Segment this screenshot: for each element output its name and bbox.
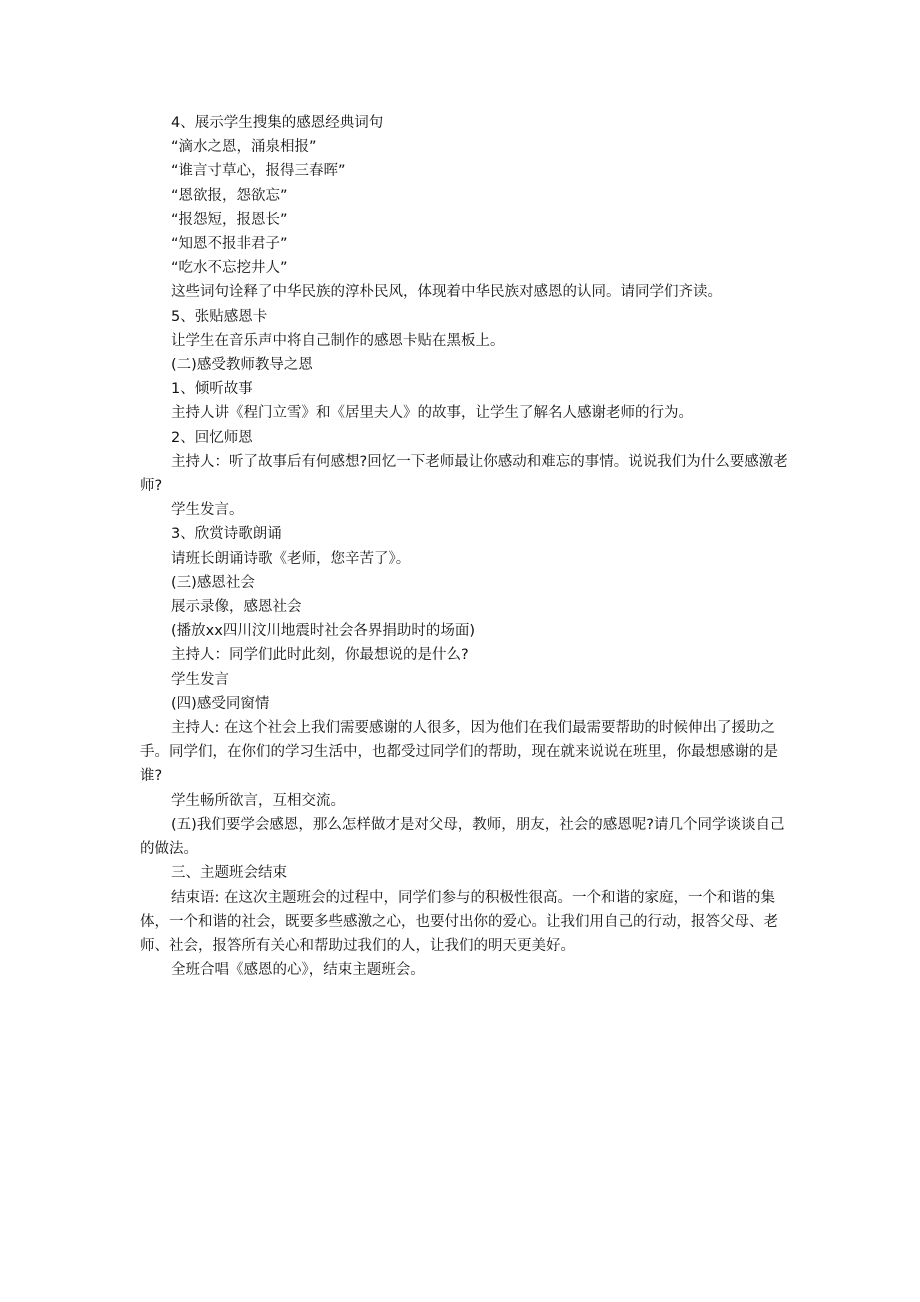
paragraph: 请班长朗诵诗歌《老师，您辛苦了》。 bbox=[171, 550, 411, 567]
paragraph-step-2-heading: 2、回忆师恩 bbox=[171, 429, 253, 446]
quote-line: “谁言寸草心，报得三春晖” bbox=[171, 163, 346, 180]
section-heading-5: (五)我们要学会感恩，那么怎样做才是对父母，教师，朋友，社会的感恩呢?请几个同学谈谈自己的做法。 bbox=[140, 816, 785, 858]
quote-line: “恩欲报，怨欲忘” bbox=[171, 187, 288, 204]
quote-line: “滴水之恩，涌泉相报” bbox=[171, 139, 317, 156]
paragraph-step-4-heading: 4、展示学生搜集的感恩经典词句 bbox=[171, 115, 384, 131]
paragraph: 主持人：同学们此时此刻，你最想说的是什么? bbox=[171, 647, 469, 664]
quote-line: “吃水不忘挖井人” bbox=[171, 260, 288, 277]
section-heading-2: (二)感受教师教导之恩 bbox=[171, 357, 313, 374]
section-heading-part-3: 三、主题班会结束 bbox=[171, 865, 287, 882]
paragraph: 主持人讲《程门立雪》和《居里夫人》的故事，让学生了解名人感谢老师的行为。 bbox=[171, 405, 693, 422]
document-body bbox=[140, 111, 795, 982]
paragraph-step-5-heading: 5、张贴感恩卡 bbox=[171, 308, 268, 325]
paragraph: 展示录像，感恩社会 bbox=[171, 599, 302, 616]
paragraph: (播放xx四川汶川地震时社会各界捐助时的场面) bbox=[171, 623, 475, 640]
paragraph: 主持人: 在这个社会上我们需要感谢的人很多，因为他们在我们最需要帮助的时候伸出了援助之手。同学们，在你们的学习生活中，也都受过同学们的帮助，现在就来说说在班里，你最想感谢的是谁? bbox=[140, 720, 778, 785]
paragraph-step-3-heading: 3、欣赏诗歌朗诵 bbox=[171, 526, 282, 543]
paragraph-closing-remarks: 结束语: 在这次主题班会的过程中，同学们参与的积极性很高。一个和谐的家庭，一个和谐的集体，一个和谐的社会，既要多些感激之心，也要付出你的爱心。让我们用自己的行动，报答父母、老师、社会，报答所有关心和帮助过我们的人，让我们的明天更美好。 bbox=[140, 889, 778, 954]
quote-line: “知恩不报非君子” bbox=[171, 236, 288, 253]
paragraph: 这些词句诠释了中华民族的淳朴民风，体现着中华民族对感恩的认同。请同学们齐读。 bbox=[171, 284, 722, 301]
paragraph: 让学生在音乐声中将自己制作的感恩卡贴在黑板上。 bbox=[171, 332, 505, 349]
quote-line: “报怨短，报恩长” bbox=[171, 211, 288, 228]
paragraph: 学生发言。 bbox=[171, 502, 244, 519]
paragraph: 学生畅所欲言，互相交流。 bbox=[171, 792, 345, 809]
section-heading-3: (三)感恩社会 bbox=[171, 574, 255, 591]
section-heading-4: (四)感受同窗情 bbox=[171, 695, 270, 712]
paragraph: 全班合唱《感恩的心》，结束主题班会。 bbox=[171, 962, 425, 979]
paragraph-step-1-heading: 1、倾听故事 bbox=[171, 381, 253, 398]
paragraph: 主持人：听了故事后有何感想?回忆一下老师最让你感动和难忘的事情。说说我们为什么要感激老师? bbox=[140, 453, 788, 495]
paragraph: 学生发言 bbox=[171, 671, 229, 688]
